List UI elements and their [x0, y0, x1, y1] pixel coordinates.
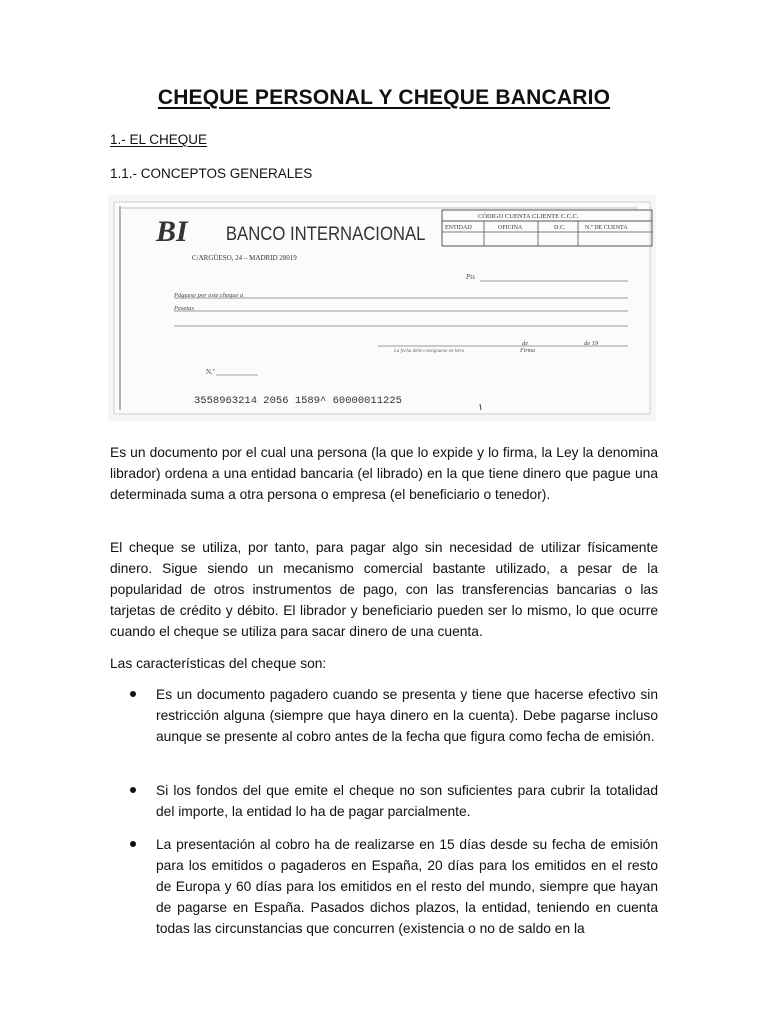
paragraph-characteristics-intro: Las características del cheque son:: [110, 656, 327, 671]
ccc-col-oficina: OFICINA: [498, 225, 523, 231]
bullet-icon: [130, 841, 136, 847]
paragraph-definition: Es un documento por el cual una persona (la que lo expide y lo firma, la Ley la denomina librador) ordena a una entidad bancaria (el librado) en la que tiene dinero que pague una determinada suma a otra persona o empresa (el beneficiario o tenedor).: [110, 445, 658, 502]
paragraph-usage: El cheque se utiliza, por tanto, para pagar algo sin necesidad de utilizar físicamente dinero. Sigue siendo un mecanismo comercial bastante utilizado, a pesar de la popularidad de otros instrumentos de pago, con las transferencias bancarias o las tarjetas de crédito y débito. El librador y beneficiario pueden ser lo mismo, lo que ocurre cuando el cheque se utiliza para sacar dinero de una cuenta.: [110, 540, 658, 639]
cheque-illustration: [108, 194, 656, 422]
page-title-text: CHEQUE PERSONAL Y CHEQUE BANCARIO: [157, 86, 611, 109]
subsection-heading: 1.1.- CONCEPTOS GENERALES: [110, 166, 313, 181]
bullet-icon: [130, 691, 136, 697]
micr-line: 3558963214 2056 1589^ 60000011225: [194, 395, 402, 407]
page-title: [0, 86, 768, 110]
list-item: [156, 684, 658, 747]
list-item-text: Si los fondos del que emite el cheque no son suficientes para cubrir la totalidad del importe, la entidad lo ha de pagar parcialmente.: [156, 783, 658, 819]
payee-label: Páguese por este cheque a: [174, 292, 244, 299]
de-label-1: de: [522, 340, 529, 347]
list-item: [156, 834, 658, 939]
bullet-icon: [130, 787, 136, 793]
list-item: [156, 780, 658, 822]
date-note: La fecha debe consignarse en letra: [394, 349, 465, 354]
signature-label: Firma: [520, 348, 535, 354]
ccc-header: CÓDIGO CUENTA CLIENTE C.C.C.: [478, 213, 579, 220]
ccc-col-entidad: ENTIDAD: [445, 225, 472, 231]
de-label-2: de 19: [584, 340, 599, 347]
list-item-text: Es un documento pagadero cuando se presenta y tiene que hacerse efectivo sin restricción alguna (siempre que haya dinero en la cuenta). Debe pagarse incluso aunque se presente al cobro antes de la fecha que figura como fecha de emisión.: [156, 687, 658, 744]
amount-label: Pesetas: [174, 305, 194, 312]
ccc-col-cuenta: N.º DE CUENTA: [585, 225, 628, 231]
section-heading: 1.- EL CHEQUE: [110, 132, 208, 147]
bank-logo: BI: [156, 215, 188, 248]
number-label: N.º: [206, 368, 215, 376]
list-item-text: La presentación al cobro ha de realizarse en 15 días desde su fecha de emisión para los emitidos o pagaderos en España, 20 días para los emitidos en el resto de Europa y 60 días para los emitidos en el resto del mundo, siempre que hayan de pagarse en España. Pasados dichos plazos, la entidad, teniendo en cuenta todas las circunstancias que concurren (existencia o no de saldo en la: [156, 837, 658, 936]
bank-name: BANCO INTERNACIONAL: [225, 223, 426, 245]
pts-label: Pts: [466, 273, 475, 281]
cheque-image: [108, 194, 656, 422]
bank-address: C/ARGÜESO, 24 – MADRID 28019: [192, 254, 297, 262]
ccc-col-dc: D.C.: [554, 225, 566, 231]
